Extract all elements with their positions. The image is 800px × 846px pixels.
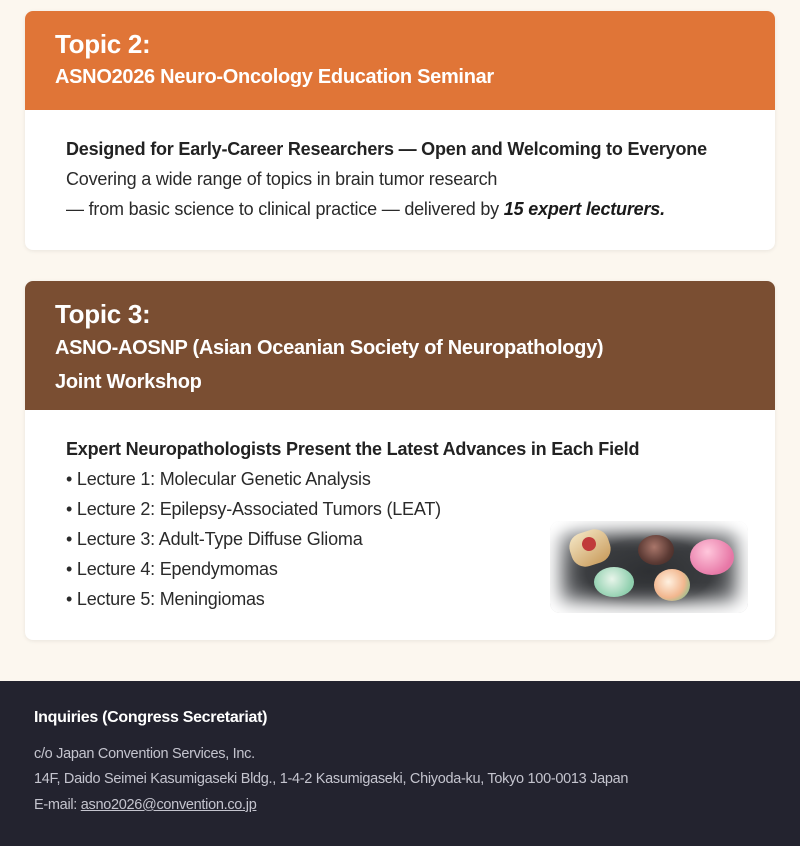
topic-3-title-line-2: Joint Workshop xyxy=(55,371,202,393)
email-link[interactable]: asno2026@convention.co.jp xyxy=(80,797,257,813)
topic-2-lead: Designed for Early-Career Researchers — Open and Welcoming to Everyone xyxy=(66,139,707,159)
topic-2-header xyxy=(25,11,775,110)
footer-contact xyxy=(0,681,800,846)
topic-2-description-prefix: — from basic science to clinical practice — delivered by xyxy=(66,199,504,219)
footer-organization: c/o Japan Convention Services, Inc. xyxy=(34,746,255,762)
lecture-item: • Lecture 1: Molecular Genetic Analysis xyxy=(66,469,371,489)
sweet-peach xyxy=(654,569,690,601)
lecture-item: • Lecture 5: Meningiomas xyxy=(66,589,265,609)
footer-title: Inquiries (Congress Secretariat) xyxy=(34,709,268,726)
lecture-item: • Lecture 2: Epilepsy-Associated Tumors (LEAT) xyxy=(66,499,441,519)
topic-2-description-line-1: Covering a wide range of topics in brain tumor research xyxy=(66,169,498,189)
lecture-item: • Lecture 3: Adult-Type Diffuse Glioma xyxy=(66,529,363,549)
topic-2-description-line-2 xyxy=(66,194,775,224)
footer-email-label: E-mail: xyxy=(34,797,81,813)
topic-2-body xyxy=(25,110,775,224)
topic-3-card xyxy=(25,281,775,640)
sweet-pink xyxy=(690,539,734,575)
topic-2-label: Topic 2: xyxy=(55,29,151,59)
lecture-item: • Lecture 4: Ependymomas xyxy=(66,559,278,579)
footer-address: 14F, Daido Seimei Kasumigaseki Bldg., 1-4-2 Kasumigaseki, Chiyoda-ku, Tokyo 100-0013 Japan xyxy=(34,771,629,787)
topic-3-header xyxy=(25,281,775,410)
topic-2-lecturer-count: 15 expert lecturers. xyxy=(503,199,665,219)
footer-email-line xyxy=(34,797,256,813)
topic-2-card xyxy=(25,11,775,250)
topic-3-lead: Expert Neuropathologists Present the Latest Advances in Each Field xyxy=(66,439,640,459)
topic-3-title-line-1: ASNO-AOSNP (Asian Oceanian Society of Neuropathology) xyxy=(55,337,604,359)
sweet-chocolate xyxy=(638,535,674,565)
wagashi-photo xyxy=(550,521,748,613)
sweet-green xyxy=(594,567,634,597)
topic-2-title: ASNO2026 Neuro-Oncology Education Seminar xyxy=(55,66,494,88)
topic-3-label: Topic 3: xyxy=(55,299,151,329)
